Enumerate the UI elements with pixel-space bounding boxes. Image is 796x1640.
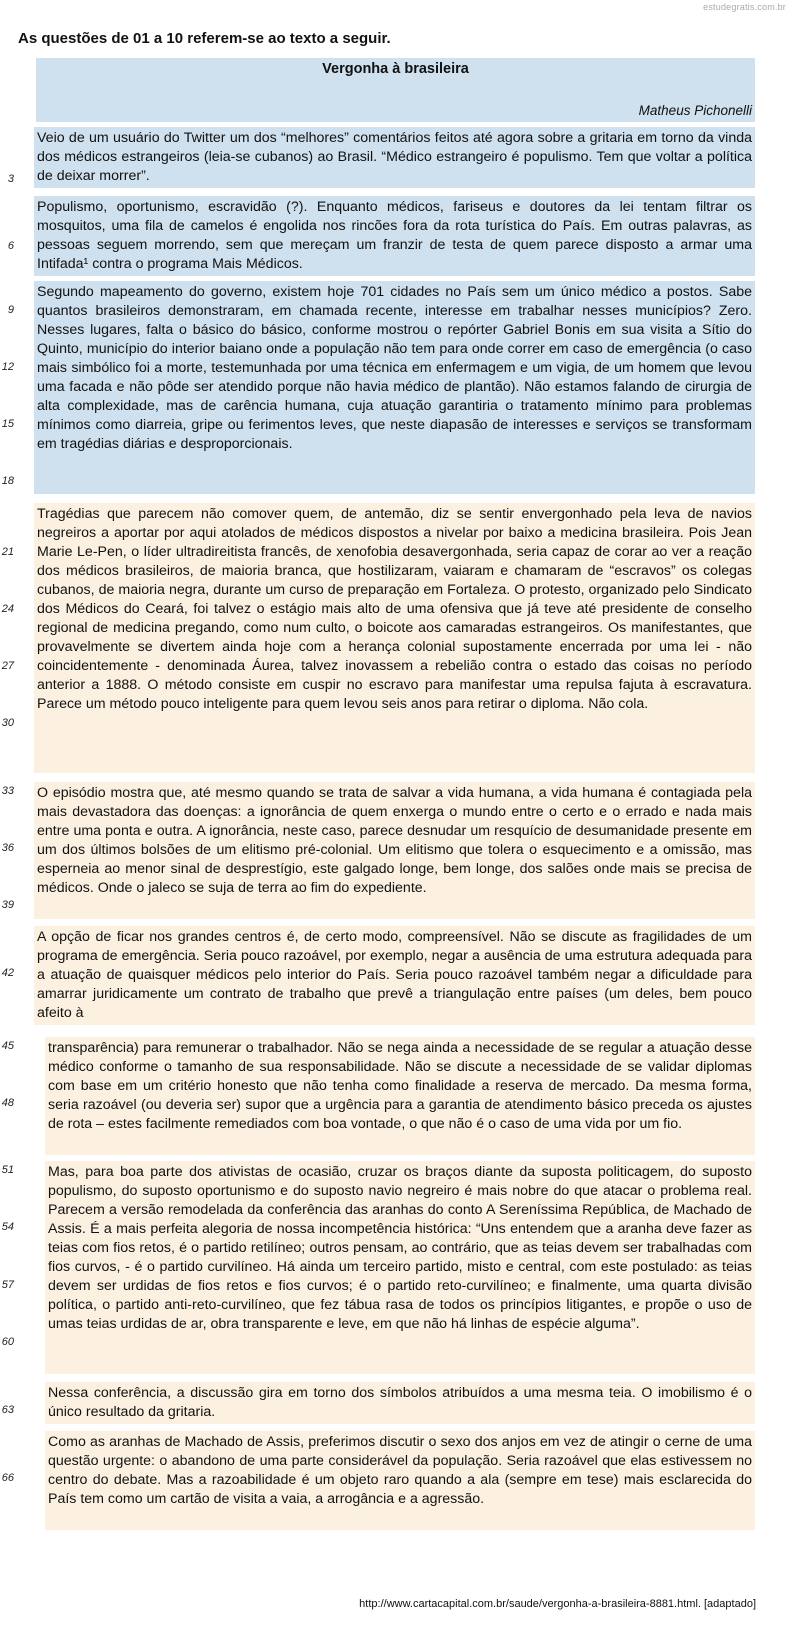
article-header — [36, 58, 755, 122]
line-number: 54 — [1, 1221, 14, 1233]
line-number: 39 — [1, 899, 14, 911]
line-number: 45 — [1, 1040, 14, 1052]
paragraph: Como as aranhas de Machado de Assis, preferimos discutir o sexo dos anjos em vez de atingir o cerne de uma questão urgente: o abandono de uma parte considerável da população. Seria razoável que elas estivessem no centro do debate. Mas a razoabilidade é um objeto raro quando a ala (sempre em tese) mais esclarecida do País tem como um cartão de visita a vaia, a arrogância e a agressão. — [45, 1431, 755, 1530]
article-title: Vergonha à brasileira — [322, 61, 469, 77]
line-number: 48 — [1, 1097, 14, 1109]
line-number: 30 — [1, 717, 14, 729]
line-number: 51 — [1, 1164, 14, 1176]
paragraph: Tragédias que parecem não comover quem, de antemão, diz se sentir envergonhado pela leva de navios negreiros a aportar por aqui atolados de médicos dispostos a nivelar por baixo a medicina brasileira. Pois Jean Marie Le-Pen, o líder ultradireitista francês, de xenofobia desavergonhada, seria capaz de corar ao ver a reação dos médicos brasileiros, de maioria branca, que hostilizaram, vaiaram e chamaram de “escravos” os colegas cubanos, de maioria negra, durante um curso de preparação em Fortaleza. O protesto, organizado pelo Sindicato dos Médicos do Ceará, foi talvez o estágio mais alto de uma ofensiva que já teve até presidente de conselho regional de medicina pregando, como num culto, o boicote aos camaradas estrangeiros. Os manifestantes, que provavelmente se divertem ainda hoje com a herança colonial supostamente encerrada por uma lei - não coincidentemente - denominada Áurea, talvez inovassem a rebelião contra o estado das coisas no período anterior a 1888. O método consiste em cuspir no escravo para manifestar uma repulsa fajuta à escravatura. Parece um método pouco inteligente para quem levou seis anos para retirar o diploma. Não cola. — [34, 503, 755, 773]
line-number: 21 — [1, 546, 14, 558]
paragraph: Nessa conferência, a discussão gira em torno dos símbolos atribuídos a uma mesma teia. O imobilismo é o único resultado da gritaria. — [45, 1382, 755, 1424]
paragraph: Populismo, oportunismo, escravidão (?). Enquanto médicos, fariseus e doutores da lei tentam filtrar os mosquitos, uma fila de camelos é engolida nos rincões fora da rota turística do País. Em outras palavras, as pessoas seguem morrendo, sem que mereçam um franzir de testa de quem parece disposto a armar uma Intifada¹ contra o programa Mais Médicos. — [34, 196, 755, 276]
line-number: 57 — [1, 1279, 14, 1291]
instruction-heading: As questões de 01 a 10 referem-se ao texto a seguir. — [18, 30, 391, 47]
line-number: 3 — [7, 173, 14, 185]
paragraph: A opção de ficar nos grandes centros é, de certo modo, compreensível. Não se discute as fragilidades de um programa de emergência. Seria pouco razoável, por exemplo, negar a ausência de uma estrutura adequada para a atuação de quaisquer médicos pelo interior do País. Seria pouco razoável também negar a dificuldade para amarrar juridicamente um contrato de trabalho que prevê a triangulação entre países (um deles, bem pouco afeito à — [34, 926, 755, 1025]
line-number: 42 — [1, 967, 14, 979]
line-number: 36 — [1, 842, 14, 854]
line-number: 15 — [1, 418, 14, 430]
line-number: 9 — [7, 304, 14, 316]
paragraph: Mas, para boa parte dos ativistas de ocasião, cruzar os braços diante da suposta politicagem, do suposto populismo, do suposto oportunismo e do suposto navio negreiro é mais nobre do que atacar o problema real. Parecem a versão remodelada da conferência das aranhas do conto A Sereníssima República, de Machado de Assis. É a mais perfeita alegoria de nossa incompetência histórica: “Uns entendem que a aranha deve fazer as teias com fios retos, é o partido retilíneo; outros pensam, ao contrário, que as teias devem ser trabalhadas com fios curvos, - é o partido curvilíneo. Há ainda um terceiro partido, misto e central, com este postulado: as teias devem ser urdidas de fios retos e fios curvos; é o partido reto-curvilíneo; e finalmente, uma quarta divisão política, o partido anti-reto-curvilíneo, que fez tábua rasa de todos os princípios litigantes, e propõe o uso de umas teias urdidas de ar, obra transparente e leve, em que não há linhas de espécie alguma”. — [45, 1161, 755, 1374]
source-citation: http://www.cartacapital.com.br/saude/vergonha-a-brasileira-8881.html. [adaptado] — [359, 1598, 756, 1610]
paragraph: Veio de um usuário do Twitter um dos “melhores” comentários feitos até agora sobre a gritaria em torno da vinda dos médicos estrangeiros (leia-se cubanos) ao Brasil. “Médico estrangeiro é populismo. Tem que voltar a política de deixar morrer”. — [34, 127, 755, 188]
line-number: 33 — [1, 785, 14, 797]
paragraph: O episódio mostra que, até mesmo quando se trata de salvar a vida humana, a vida humana é contagiada pela mais devastadora das doenças: a ignorância de quem enxerga o mundo entre o certo e o errado e nada mais entre uma ponta e outra. A ignorância, neste caso, parece desnudar um resquício de desumanidade presente em um dos últimos bolsões de um elitismo pré-colonial. Um elitismo que tolera o esquecimento e a omissão, mas esperneia ao menor sinal de desprestígio, este galgado longe, bem longe, dos salões onde mais se precisa de médicos. Onde o jaleco se suja de terra ao fim do expediente. — [34, 782, 755, 919]
line-number: 18 — [1, 475, 14, 487]
line-number: 60 — [1, 1336, 14, 1348]
line-number: 12 — [1, 361, 14, 373]
article-author: Matheus Pichonelli — [638, 103, 752, 118]
line-number: 24 — [1, 603, 14, 615]
line-number: 63 — [1, 1404, 14, 1416]
line-number: 27 — [1, 660, 14, 672]
line-number: 66 — [1, 1472, 14, 1484]
site-watermark: estudegratis.com.br — [703, 2, 786, 12]
paragraph: transparência) para remunerar o trabalhador. Não se nega ainda a necessidade de se regular a atuação desse médico conforme o tamanho de sua responsabilidade. Não se discute a necessidade de se validar diplomas com base em um critério honesto que não tenha como finalidade a reserva de mercado. Da mesma forma, seria razoável (ou deveria ser) supor que a urgência para a garantia de atendimento básico preceda os ajustes de rota – estes facilmente remediados com boa vontade, o que não é o caso de uma vida por um fio. — [45, 1037, 755, 1155]
paragraph: Segundo mapeamento do governo, existem hoje 701 cidades no País sem um único médico a postos. Sabe quantos brasileiros demonstraram, em chamada recente, interesse em trabalhar nesses municípios? Zero. Nesses lugares, falta o básico do básico, conforme mostrou o repórter Gabriel Bonis em sua visita a Sítio do Quinto, município do interior baiano onde a população não tem para onde correr em caso de emergência (o caso mais simbólico foi a morte, testemunhada por uma técnica em enfermagem e um vigia, de um homem que levou uma facada e não pôde ser atendido porque não havia médico de plantão). Não estamos falando de cirurgia de alta complexidade, mas de carência humana, cuja atuação garantiria o tratamento mínimo para problemas mínimos como diarreia, gripe ou ferimentos leves, que neste diapasão de interesses e serviços se transformam em tragédias diárias e desproporcionais. — [34, 281, 755, 494]
line-number: 6 — [7, 240, 14, 252]
